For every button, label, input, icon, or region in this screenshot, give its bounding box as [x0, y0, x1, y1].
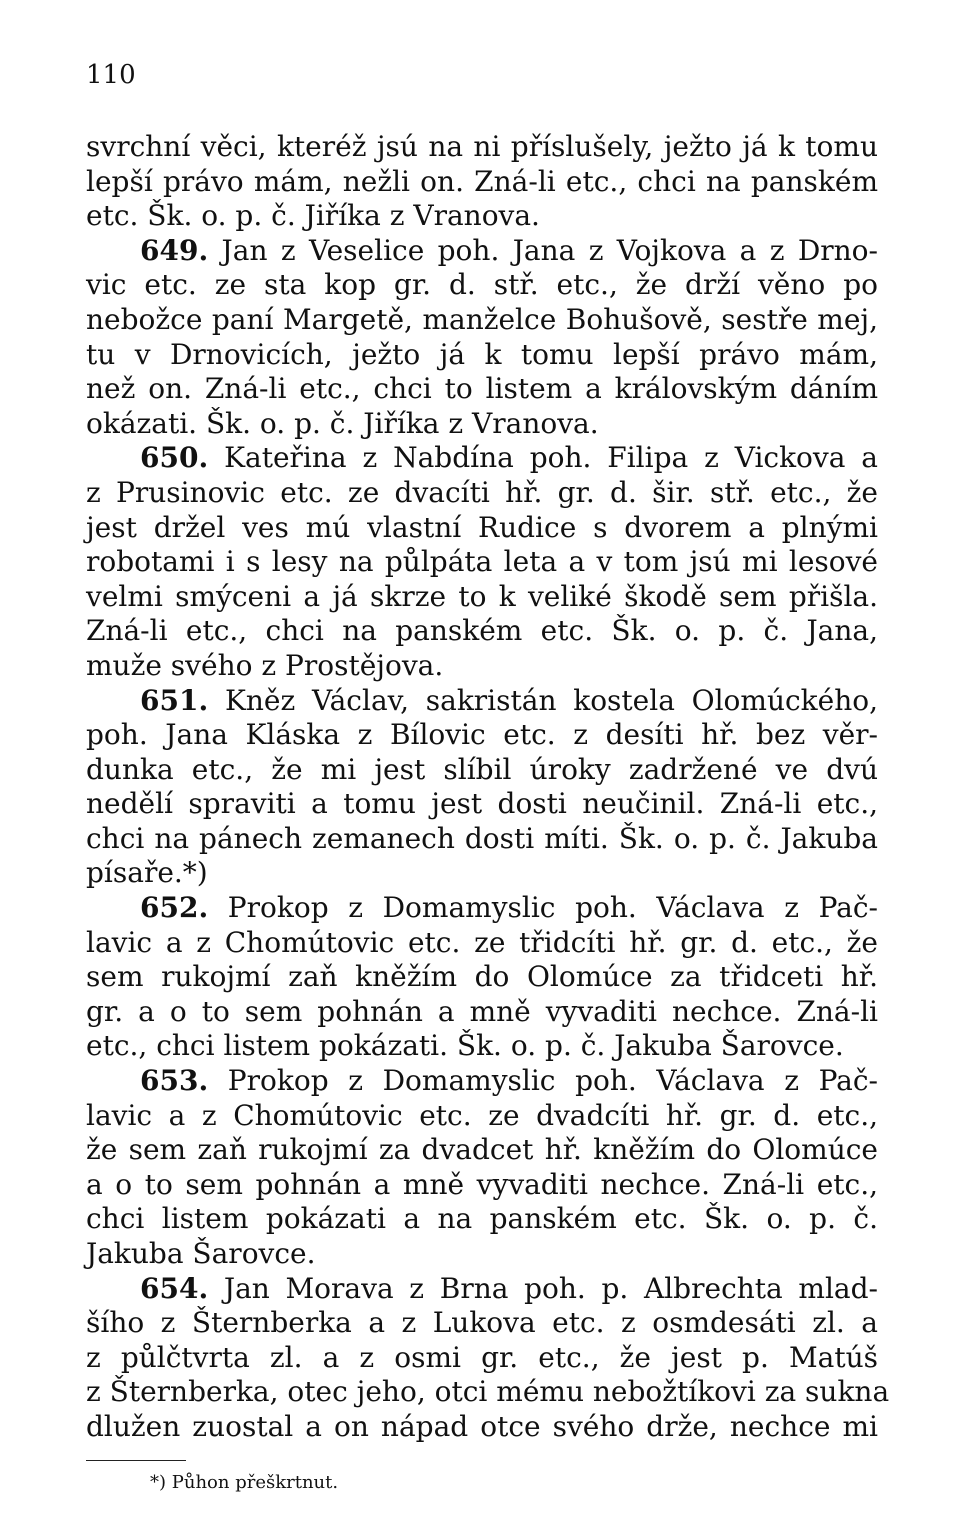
line-text: z Prusinovic etc. ze dvacíti hř. gr. d. šir. stř. etc., že [86, 475, 878, 509]
entry-first-line [86, 234, 878, 269]
line-text: velmi smýceni a já skrze to k veliké škodě sem přišla. [86, 579, 878, 613]
text-line [86, 960, 878, 995]
entry-first-line [86, 891, 878, 926]
line-text: svrchní věci, kteréž jsú na ni příslušely, ježto já k tomu [86, 130, 878, 163]
text-line [86, 995, 878, 1030]
body-text [86, 130, 890, 1445]
text-line [86, 1029, 878, 1064]
text-line [86, 1410, 878, 1445]
line-text: Zná-li etc., chci na panském etc. Šk. o. p. č. Jana, [86, 614, 878, 648]
line-text: z půlčtvrta zl. a z osmi gr. etc., že jest p. Matúš [86, 1340, 878, 1374]
line-text: Jan Morava z Brna poh. p. Albrechta mlad- [208, 1271, 878, 1305]
line-text: Jan z Veselice poh. Jana z Vojkova a z Drno- [208, 233, 878, 267]
line-text: tu v Drnovicích, ježto já k tomu lepší právo mám, [86, 337, 878, 371]
text-line [86, 822, 878, 857]
text-line [86, 303, 878, 338]
entry-number: 649. [140, 233, 209, 267]
text-line [86, 268, 878, 303]
entry-first-line [86, 1064, 878, 1099]
text-line [86, 199, 878, 234]
text-line [86, 545, 878, 580]
text-line [86, 926, 878, 961]
text-line [86, 580, 878, 615]
line-text: etc. Šk. o. p. č. Jiříka z Vranova. [86, 199, 540, 233]
line-text: chci listem pokázati a na panském etc. Šk. o. p. č. [86, 1202, 878, 1236]
text-line [86, 1133, 878, 1168]
line-text: že sem zaň rukojmí za dvadcet hř. kněžím do Olomúce [86, 1133, 878, 1167]
entry-number: 654. [140, 1271, 209, 1305]
line-text: Jakuba Šarovce. [86, 1237, 316, 1270]
text-line [86, 338, 878, 373]
text-line [86, 1375, 890, 1410]
line-text: robotami i s lesy na půlpáta leta a v tom jsú mi lesové [86, 545, 878, 579]
line-text: z Šternberka, otec jeho, otci mému nebožtíkovi za sukna [86, 1375, 890, 1409]
line-text: Kněz Václav, sakristán kostela Olomúckého, [208, 683, 878, 717]
text-line [86, 1168, 878, 1203]
line-text: muže svého z Prostějova. [86, 648, 444, 682]
text-line [86, 1306, 878, 1341]
footnote-divider [86, 1460, 186, 1461]
entry-first-line [86, 441, 878, 476]
text-line [86, 372, 878, 407]
line-text: Kateřina z Nabdína poh. Filipa z Vickova a [208, 441, 878, 475]
text-line [86, 753, 878, 788]
line-text: sem rukojmí zaň kněžím do Olomúce za třidceti hř. [86, 960, 878, 994]
text-line [86, 1237, 878, 1272]
line-text: gr. a o to sem pohnán a mně vyvaditi nechce. Zná-li [86, 994, 878, 1028]
line-text: písaře.*) [86, 856, 208, 890]
line-text: lavic a z Chomútovic etc. ze třidcíti hř. gr. d. etc., že [86, 925, 878, 959]
line-text: lepší právo mám, nežli on. Zná-li etc., chci na panském [86, 164, 878, 198]
line-text: šího z Šternberka a z Lukova etc. z osmdesáti zl. a [86, 1306, 878, 1340]
text-line [86, 614, 878, 649]
line-text: okázati. Šk. o. p. č. Jiříka z Vranova. [86, 406, 599, 440]
text-line [86, 649, 878, 684]
line-text: dunka etc., že mi jest slíbil úroky zadržené ve dvú [86, 752, 878, 786]
line-text: etc., chci listem pokázati. Šk. o. p. č. Jakuba Šarovce. [86, 1029, 844, 1063]
footnote: *) Půhon přeškrtnut. [150, 1472, 339, 1493]
text-line [86, 1202, 878, 1237]
entry-first-line [86, 1272, 878, 1307]
text-line [86, 165, 878, 200]
entry-number: 653. [140, 1064, 209, 1098]
text-line [86, 1099, 878, 1134]
line-text: nedělí spraviti a tomu jest dosti neučinil. Zná-li etc., [86, 787, 878, 821]
text-line [86, 130, 878, 165]
entry-number: 650. [140, 441, 209, 475]
text-line [86, 856, 878, 891]
line-text: chci na pánech zemanech dosti míti. Šk. o. p. č. Jakuba [86, 821, 878, 855]
line-text: a o to sem pohnán a mně vyvaditi nechce. Zná-li etc., [86, 1167, 878, 1201]
line-text: vic etc. ze sta kop gr. d. stř. etc., že drží věno po [86, 268, 878, 302]
text-line [86, 718, 878, 753]
text-line [86, 476, 878, 511]
line-text: Prokop z Domamyslic poh. Václava z Pač- [208, 1064, 878, 1098]
entry-first-line [86, 684, 878, 719]
text-line [86, 407, 878, 442]
entry-number: 652. [140, 891, 209, 925]
page-number: 110 [86, 60, 136, 90]
line-text: poh. Jana Kláska z Bílovic etc. z desíti hř. bez věr- [86, 718, 878, 752]
text-line [86, 787, 878, 822]
entry-number: 651. [140, 683, 209, 717]
line-text: nebožce paní Margetě, manželce Bohušově, sestře mej, [86, 302, 878, 336]
line-text: Prokop z Domamyslic poh. Václava z Pač- [208, 891, 878, 925]
line-text: než on. Zná-li etc., chci to listem a královským dáním [86, 372, 878, 406]
text-line [86, 511, 878, 546]
line-text: dlužen zuostal a on nápad otce svého drže, nechce mi [86, 1409, 878, 1443]
line-text: lavic a z Chomútovic etc. ze dvadcíti hř. gr. d. etc., [86, 1098, 878, 1132]
text-line [86, 1341, 878, 1376]
line-text: jest držel ves mú vlastní Rudice s dvorem a plnými [86, 510, 878, 544]
